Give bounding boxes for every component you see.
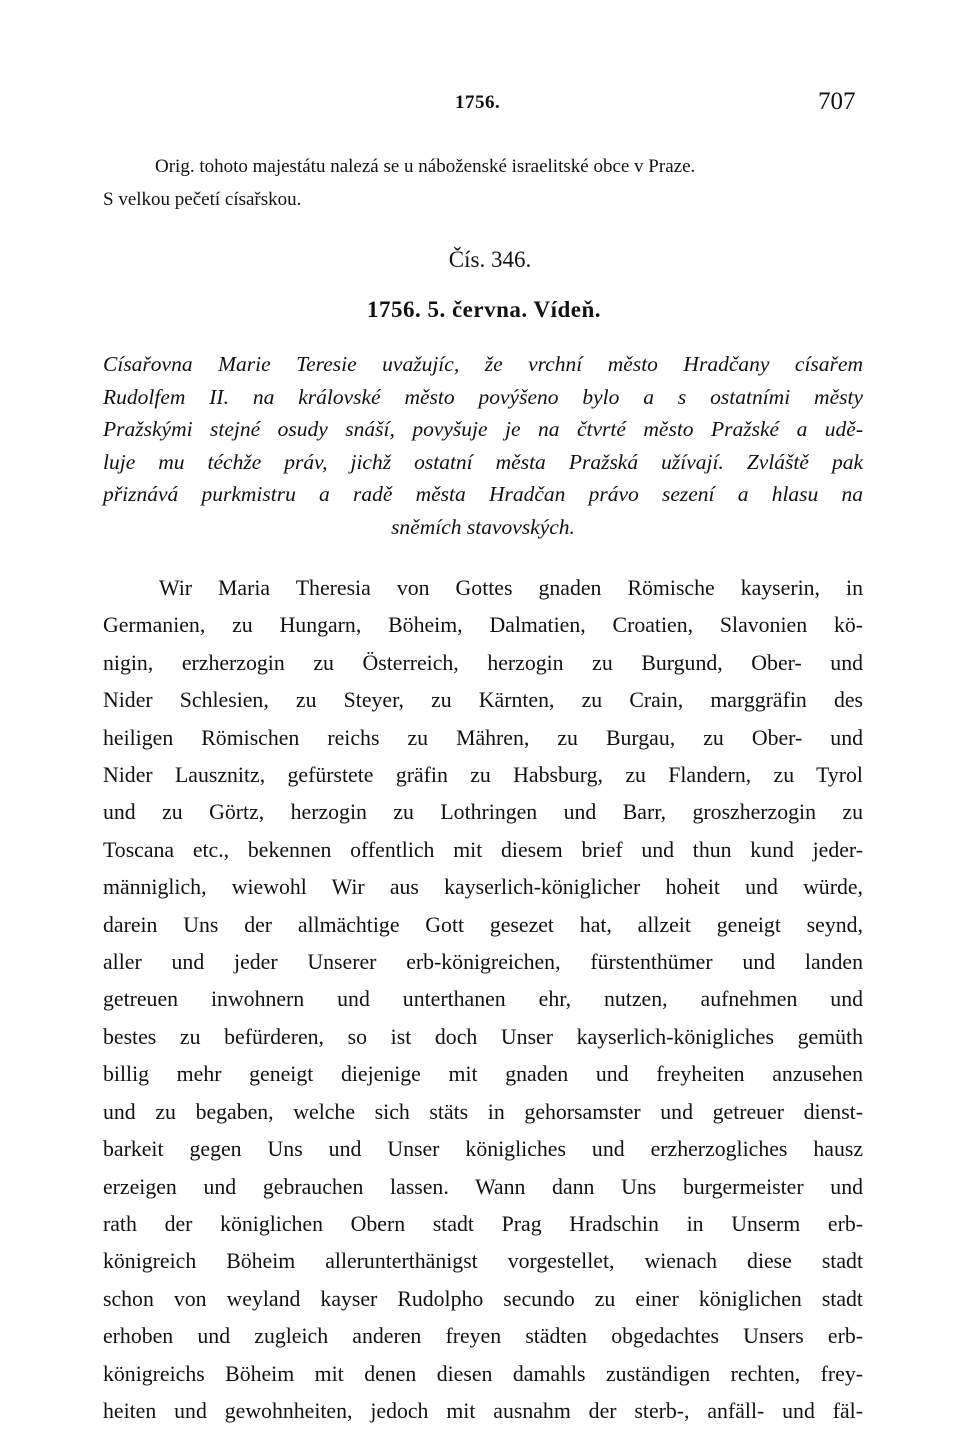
body-line: bestes zu befürderen, so ist doch Unser kayserlich-königliches gemüth — [103, 1024, 863, 1049]
body-line: getreuen inwohnern und unterthanen ehr, nutzen, aufnehmen und — [103, 987, 863, 1012]
body-line: heiligen Römischen reichs zu Mähren, zu Burgau, zu Ober- und — [103, 725, 863, 750]
body-line: rath der königlichen Obern stadt Prag Hradschin in Unserm erb- — [103, 1211, 863, 1236]
page-number: 707 — [818, 88, 856, 115]
orig-note-line: S velkou pečetí císařskou. — [103, 189, 302, 210]
body-line: Toscana etc., bekennen offentlich mit diesem brief und thun kund jeder- — [103, 837, 863, 862]
regest-summary — [103, 348, 863, 543]
body-line: billig mehr geneigt diejenige mit gnaden und freyheiten anzusehen — [103, 1062, 863, 1087]
body-line: Nider Lausznitz, gefürstete gräfin zu Habsburg, zu Flandern, zu Tyrol — [103, 763, 863, 788]
summary-line: Pražskými stejné osudy snáší, povyšuje je na čtvrté město Pražské a udě- — [103, 417, 863, 441]
running-head-year: 1756. — [455, 92, 501, 113]
summary-line: přiznává purkmistru a radě města Hradčan právo sezení a hlasu na — [103, 482, 863, 506]
body-line: darein Uns der allmächtige Gott gesezet hat, allzeit geneigt seynd, — [103, 912, 863, 937]
body-line: und zu Görtz, herzogin zu Lothringen und Barr, groszherzogin zu — [103, 800, 863, 825]
body-line: aller und jeder Unserer erb-königreichen, fürstenthümer und landen — [103, 950, 863, 975]
body-line: königreich Böheim allerunterthänigst vorgestellet, wienach diese stadt — [103, 1249, 863, 1274]
body-line: barkeit gegen Uns und Unser königliches und erzherzogliches hausz — [103, 1137, 863, 1162]
running-head — [0, 88, 960, 118]
original-source-note — [103, 150, 863, 216]
body-line: königreichs Böheim mit denen diesen damahls zuständigen rechten, frey- — [103, 1361, 863, 1386]
body-line: männiglich, wiewohl Wir aus kayserlich-königlicher hoheit und würde, — [103, 875, 863, 900]
body-line: nigin, erzherzogin zu Österreich, herzogin zu Burgund, Ober- und — [103, 650, 863, 675]
body-line: Nider Schlesien, zu Steyer, zu Kärnten, zu Crain, marggräfin des — [103, 688, 863, 713]
body-line: heiten und gewohnheiten, jedoch mit ausnahm der sterb-, anfäll- und fäl- — [103, 1398, 863, 1423]
body-line: und zu begaben, welche sich stäts in gehorsamster und getreuer dienst- — [103, 1099, 863, 1124]
summary-line: luje mu téchže práv, jichž ostatní města Pražská užívají. Zvláště pak — [103, 449, 863, 474]
body-line: Wir Maria Theresia von Gottes gnaden Römische kayserin, in — [159, 576, 863, 600]
orig-note-line: Orig. tohoto majestátu nalezá se u náboženské israelitské obce v Praze. — [155, 156, 696, 177]
charter-text — [103, 570, 863, 1430]
summary-line: Rudolfem II. na královské město povýšeno bylo a s ostatními městy — [103, 384, 863, 409]
summary-line: Císařovna Marie Teresie uvažujíc, že vrchní město Hradčany císařem — [103, 352, 863, 376]
document-number: Čís. 346. — [448, 247, 532, 272]
body-line: erhoben und zugleich anderen freyen städten obgedachtes Unsers erb- — [103, 1324, 863, 1349]
body-line: schon von weyland kayser Rudolpho secundo zu einer königlichen stadt — [103, 1286, 863, 1311]
body-line: erzeigen und gebrauchen lassen. Wann dann Uns burgermeister und — [103, 1174, 863, 1199]
summary-line: sněmích stavovských. — [391, 514, 575, 539]
body-line: Germanien, zu Hungarn, Böheim, Dalmatien, Croatien, Slavonien kö- — [103, 613, 863, 638]
document-date-place: 1756. 5. června. Vídeň. — [366, 297, 602, 322]
